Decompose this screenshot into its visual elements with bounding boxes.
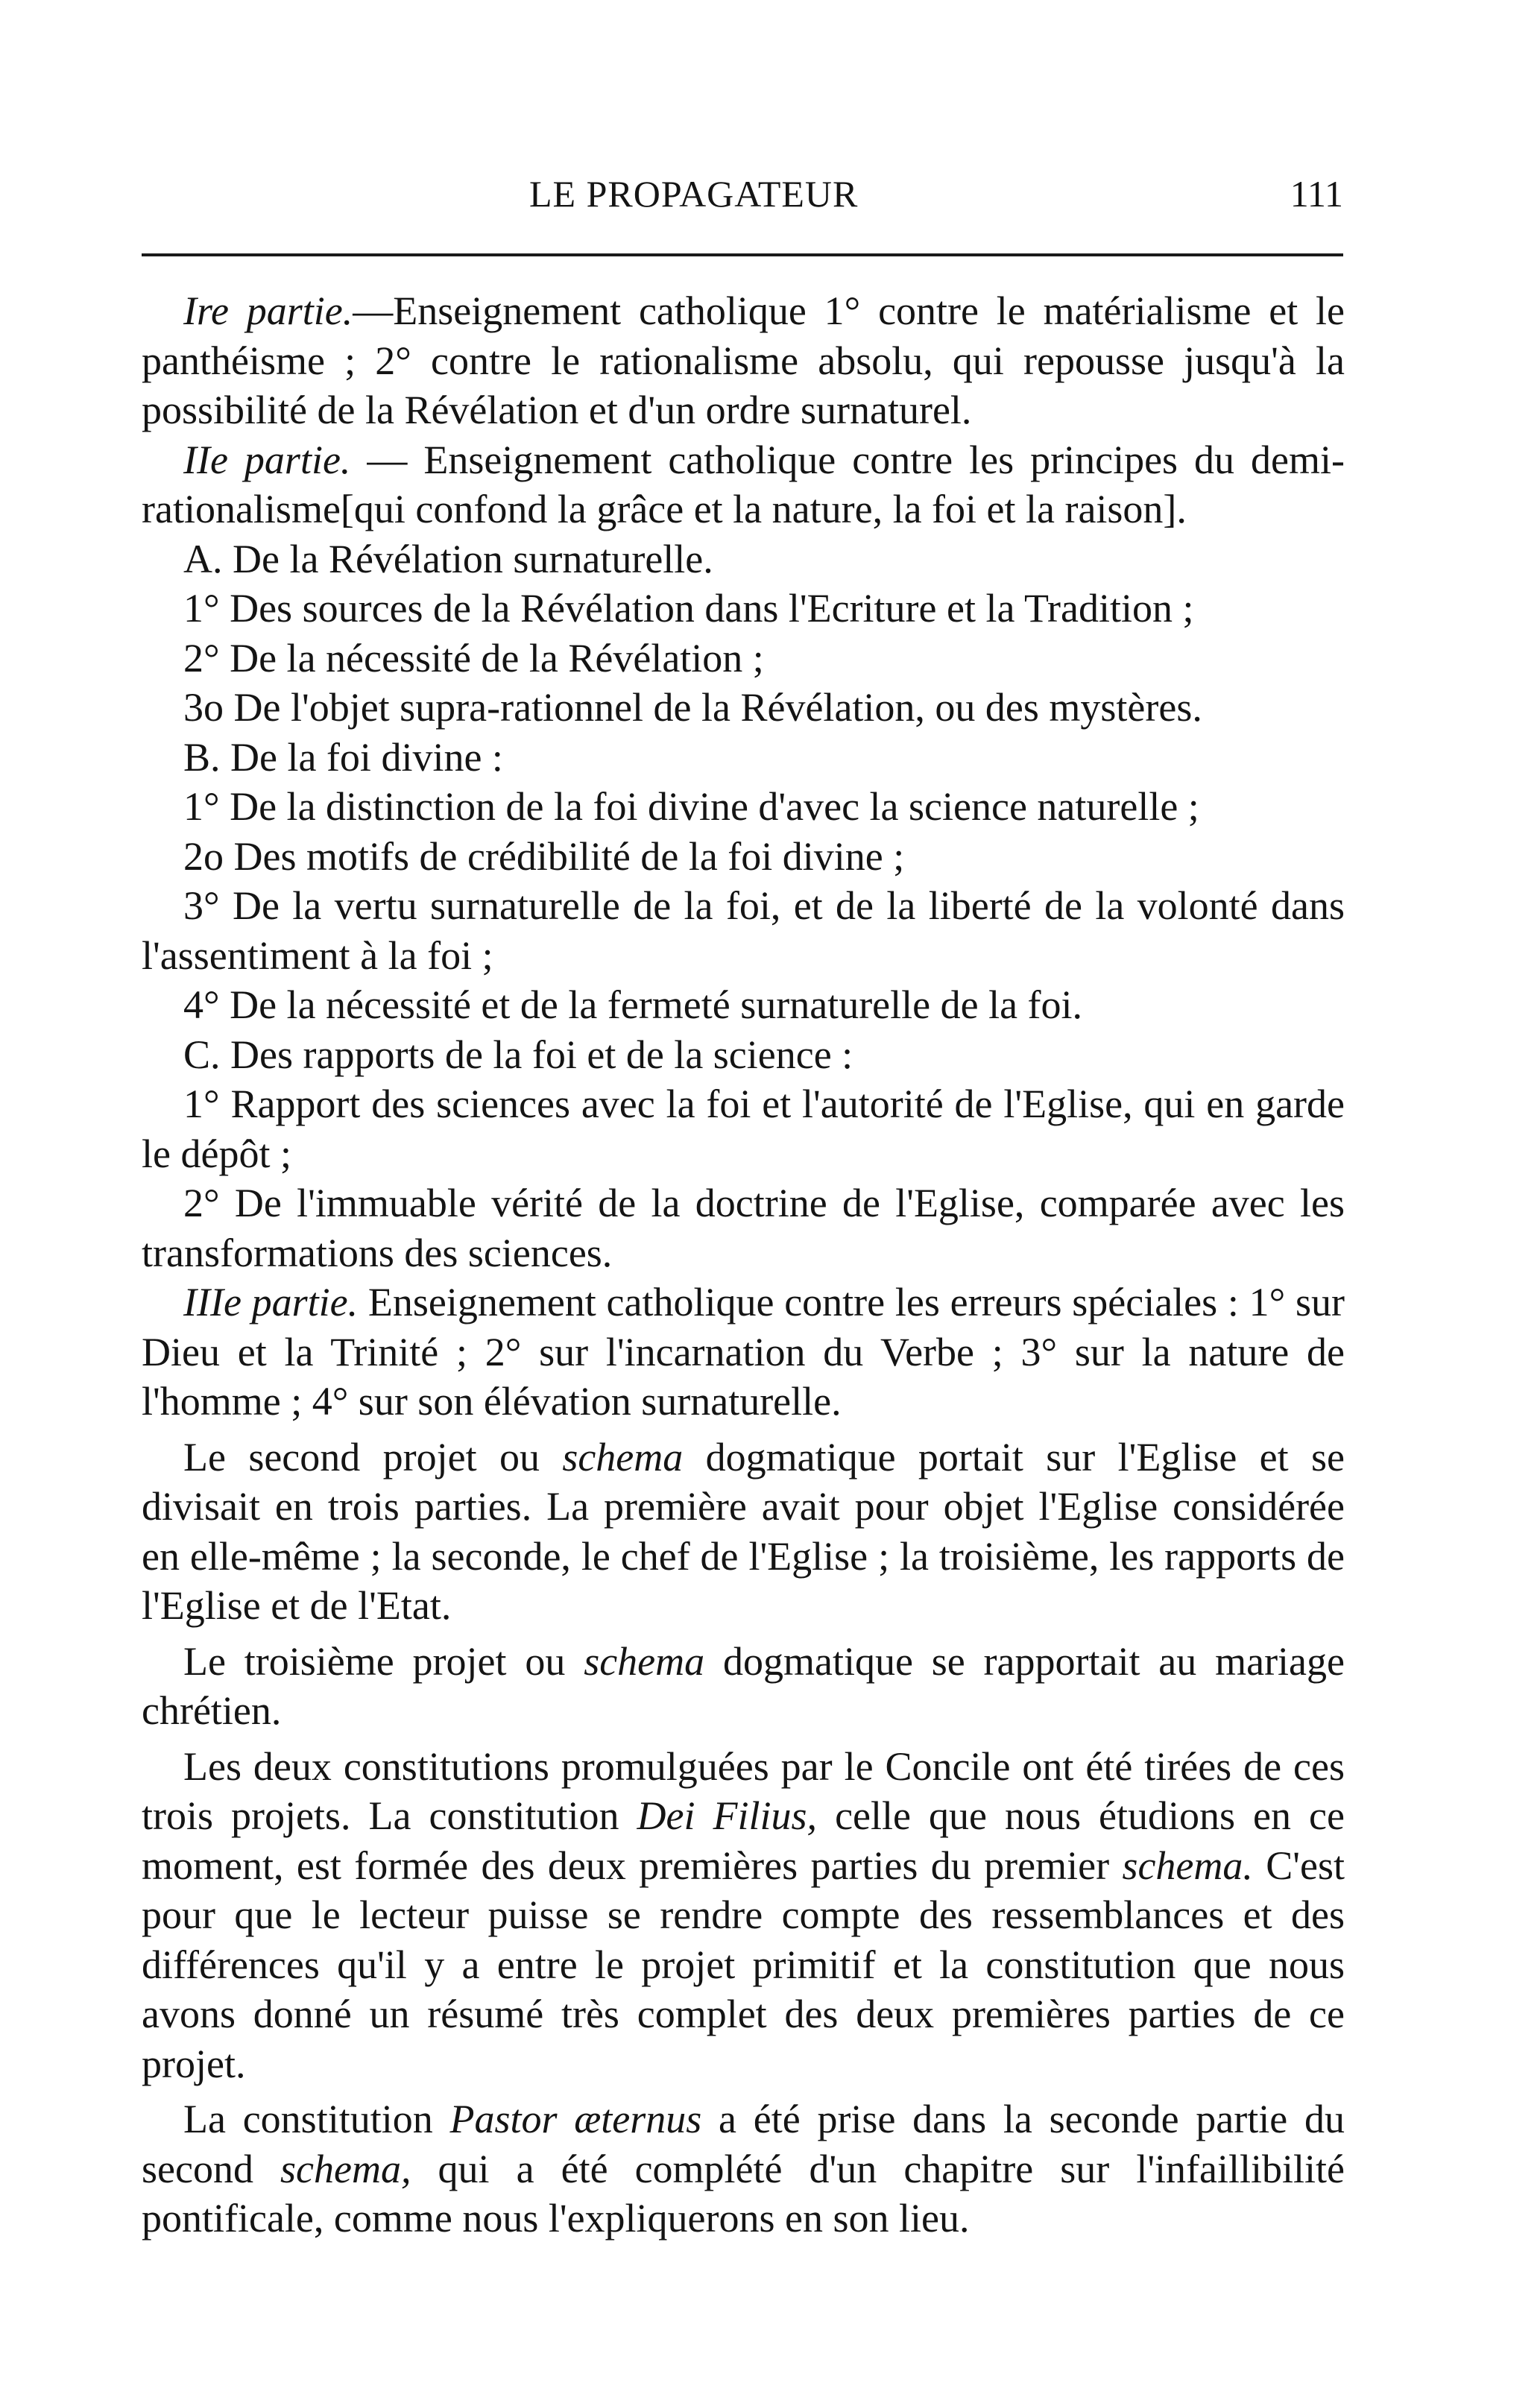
part-label: IIIe partie. [183,1280,359,1324]
paragraph: Ire partie.—Enseignement catholique 1° contre le matérialisme et le panthéisme ; 2° contre le rationalisme absolu, qui repousse jusqu'à la possibilité de la Révélation et d'un ordre surnaturel. [142,288,1345,432]
outline-item: C. Des rapports de la foi et de la science : [183,1032,853,1077]
outline-item: 2° De la nécessité de la Révélation ; [183,635,764,681]
outline-item: 1° Rapport des sciences avec la foi et l'autorité de l'Eglise, qui en garde le dépôt ; [142,1082,1345,1176]
body-text [142,286,1345,2244]
paragraph-constitutions: Les deux constitutions promulguées par le Concile ont été tirées de ces trois projets. La constitution Dei Filius, celle que nous étudions en ce moment, est formée des deux premières parties du premier schema. C'est pour que le lecteur puisse se rendre compte des ressemblances et des différences qu'il y a entre le projet primitif et la constitution que nous avons donné un résumé très complet des deux premières parties de ce projet. [142,1743,1345,2086]
outline-item: A. De la Révélation surnaturelle. [183,536,713,581]
outline-item: B. De la foi divine : [183,734,503,780]
paragraph-pastor-aeternus: La constitution Pastor æternus a été prise dans la seconde partie du second schema, qui a été complété d'un chapitre sur l'infaillibilité pontificale, comme nous l'expliquerons en son lieu. [142,2097,1345,2241]
running-title: LE PROPAGATEUR [529,173,859,215]
part-label: Ire partie. [183,288,353,333]
part-label: IIe partie. [183,437,351,482]
page-number: 111 [1290,173,1343,215]
outline-item: 2o Des motifs de crédibilité de la foi divine ; [183,833,905,879]
paragraph: IIe partie. — Enseignement catholique contre les principes du demi-rationalisme[qui confond la grâce et la nature, la foi et la raison]. [142,437,1345,531]
outline-item: 4° De la nécessité et de la fermeté surnaturelle de la foi. [183,982,1083,1027]
paragraph-second-schema: Le second projet ou schema dogmatique portait sur l'Eglise et se divisait en trois parties. La première avait pour objet l'Eglise considérée en elle-même ; la seconde, le chef de l'Eglise ; la troisième, les rapports de l'Eglise et de l'Etat. [142,1434,1345,1628]
outline-item: 1° Des sources de la Révélation dans l'Ecriture et la Tradition ; [183,586,1194,631]
outline-item: 2° De l'immuable vérité de la doctrine de l'Eglise, comparée avec les transformations des sciences. [142,1181,1345,1275]
outline-item: 3° De la vertu surnaturelle de la foi, et de la liberté de la volonté dans l'assentiment à la foi ; [142,883,1345,978]
page-header [142,170,1349,218]
paragraph-third-schema: Le troisième projet ou schema dogmatique se rapportait au mariage chrétien. [142,1638,1345,1733]
outline-item: 3o De l'objet supra-rationnel de la Révélation, ou des mystères. [183,685,1202,730]
paragraph: IIIe partie. Enseignement catholique contre les erreurs spéciales : 1° sur Dieu et la Trinité ; 2° sur l'incarnation du Verbe ; 3° sur la nature de l'homme ; 4° sur son élévation surnaturelle. [142,1280,1345,1424]
header-rule [142,253,1343,256]
outline-item: 1° De la distinction de la foi divine d'avec la science naturelle ; [183,784,1199,829]
